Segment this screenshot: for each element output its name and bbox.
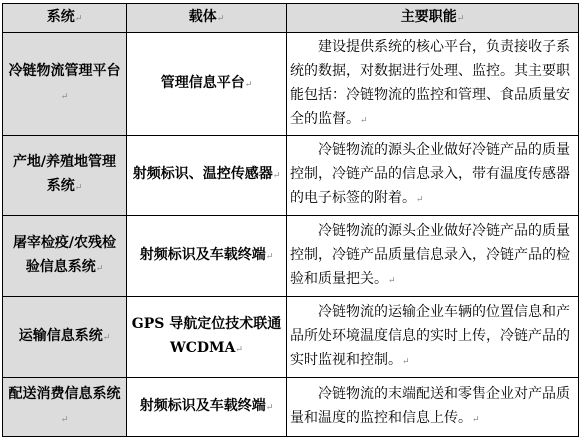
system-cell: 运输信息系统↵ (3, 297, 127, 378)
system-cell: 冷链物流管理平台↵ (3, 33, 127, 136)
system-cell: 产地/养殖地管理系统↵ (3, 136, 127, 216)
duty-cell: 冷链物流的运输企业车辆的位置信息和产品所处环境温度信息的实时上传，冷链产品的实时监视和控制。↵ (287, 297, 579, 378)
header-duty: 主要职能↵ (287, 4, 579, 33)
header-system: 系统↵ (3, 4, 127, 33)
carrier-cell: 管理信息平台↵ (127, 33, 287, 136)
carrier-cell: 射频标识及车载终端↵ (127, 377, 287, 436)
table-row (3, 215, 579, 297)
table-row (3, 136, 579, 216)
table-row (3, 377, 579, 436)
carrier-cell: 射频标识、温控传感器↵ (127, 136, 287, 216)
duty-cell: 冷链物流的源头企业做好冷链产品的质量控制，冷链产品的信息录入，带有温度传感器的电子标签的附着。↵ (287, 136, 579, 216)
table-row (3, 33, 579, 136)
info-systems-table (2, 3, 579, 437)
duty-cell: 冷链物流的末端配送和零售企业对产品质量和温度的监控和信息上传。↵ (287, 377, 579, 436)
system-cell: 屠宰检疫/农残检验信息系统↵ (3, 215, 127, 297)
table-header-row (3, 4, 579, 33)
system-cell: 配送消费信息系统↵ (3, 377, 127, 436)
duty-cell: 冷链物流的源头企业做好冷链产品的质量控制，冷链产品质量信息录入，冷链产品的检验和质量把关。↵ (287, 215, 579, 297)
table-row (3, 297, 579, 378)
duty-cell: 建设提供系统的核心平台，负责接收子系统的数据，对数据进行处理、监控。其主要职能包括：冷链物流的监控和管理、食品质量安全的监督。↵ (287, 33, 579, 136)
carrier-cell: GPS 导航定位技术联通 WCDMA↵ (127, 297, 287, 378)
header-carrier: 载体↵ (127, 4, 287, 33)
carrier-cell: 射频标识及车载终端↵ (127, 215, 287, 297)
